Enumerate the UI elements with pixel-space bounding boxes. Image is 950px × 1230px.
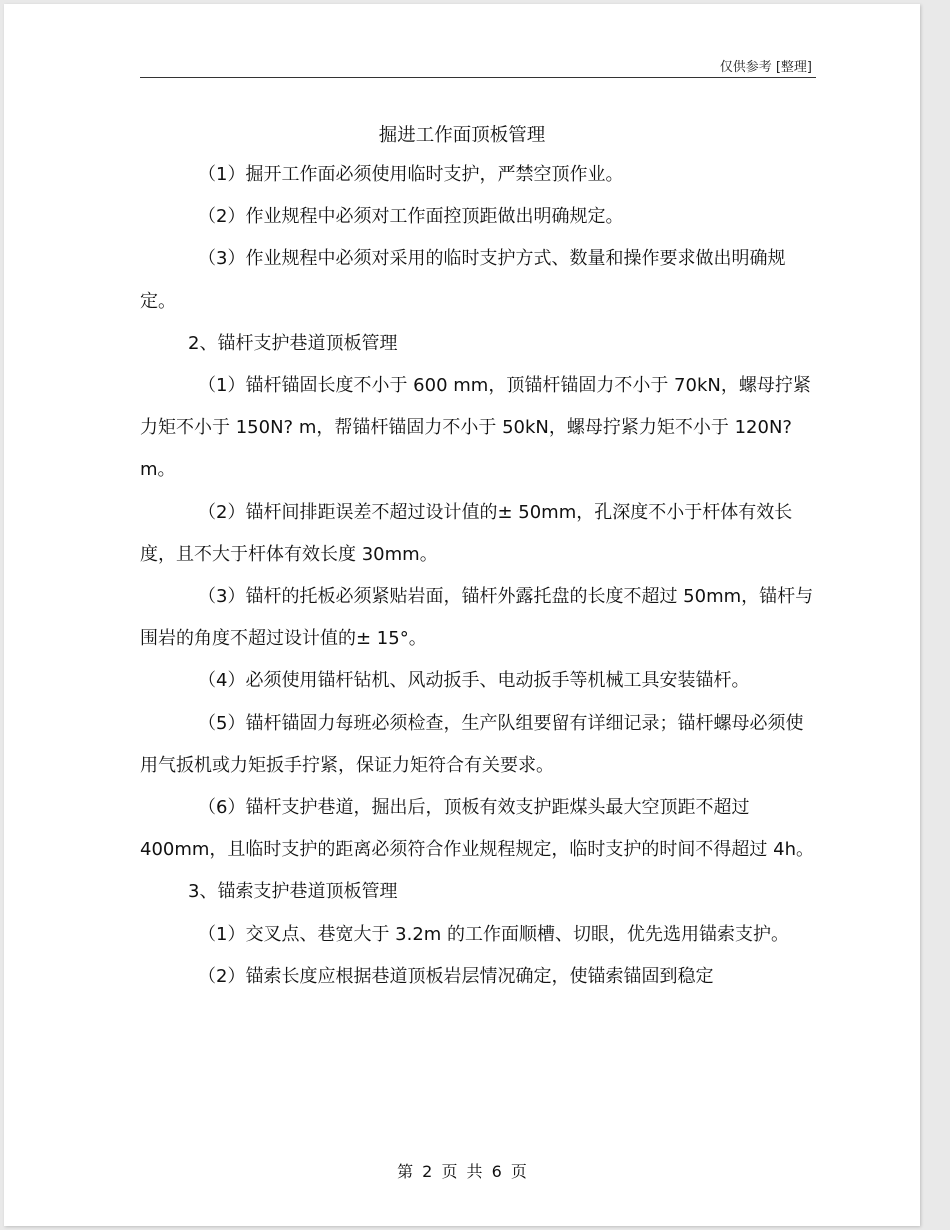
header-divider bbox=[140, 77, 816, 78]
section-heading: 3、锚索支护巷道顶板管理 bbox=[188, 881, 398, 903]
document-body bbox=[140, 154, 816, 998]
paragraph: （3）锚杆的托板必须紧贴岩面，锚杆外露托盘的长度不超过 50mm，锚杆与围岩的角度不超过设计值的± 15°。 bbox=[140, 586, 814, 650]
header-note: 仅供参考 [整理] bbox=[719, 60, 812, 75]
paragraph: （1）锚杆锚固长度不小于 600 mm，顶锚杆锚固力不小于 70kN，螺母拧紧力矩不小于 150N? m，帮锚杆锚固力不小于 50kN，螺母拧紧力矩不小于 120N? m。 bbox=[140, 375, 811, 481]
page-number: 第 2 页 共 6 页 bbox=[397, 1162, 527, 1181]
document-title: 掘进工作面顶板管理 bbox=[378, 125, 546, 146]
paragraph: （1）交叉点、巷宽大于 3.2m 的工作面顺槽、切眼，优先选用锚索支护。 bbox=[198, 923, 790, 945]
paragraph: （2）作业规程中必须对工作面控顶距做出明确规定。 bbox=[198, 206, 624, 228]
paragraph: （5）锚杆锚固力每班必须检查，生产队组要留有详细记录；锚杆螺母必须使用气扳机或力矩扳手拧紧，保证力矩符合有关要求。 bbox=[140, 712, 804, 776]
paragraph: （1）掘开工作面必须使用临时支护，严禁空顶作业。 bbox=[198, 164, 624, 185]
paragraph: （6）锚杆支护巷道，掘出后，顶板有效支护距煤头最大空顶距不超过 400mm，且临时支护的距离必须符合作业规程规定，临时支护的时间不得超过 4h。 bbox=[140, 797, 815, 861]
section-heading: 2、锚杆支护巷道顶板管理 bbox=[188, 332, 398, 354]
paragraph: （2）锚杆间排距误差不超过设计值的± 50mm，孔深度不小于杆体有效长度，且不大于杆体有效长度 30mm。 bbox=[140, 501, 793, 565]
document-page bbox=[4, 4, 920, 1226]
paragraph: （3）作业规程中必须对采用的临时支护方式、数量和操作要求做出明确规定。 bbox=[140, 248, 786, 312]
paragraph: （2）锚索长度应根据巷道顶板岩层情况确定，使锚索锚固到稳定 bbox=[198, 965, 714, 987]
paragraph: （4）必须使用锚杆钻机、风动扳手、电动扳手等机械工具安装锚杆。 bbox=[198, 670, 750, 692]
